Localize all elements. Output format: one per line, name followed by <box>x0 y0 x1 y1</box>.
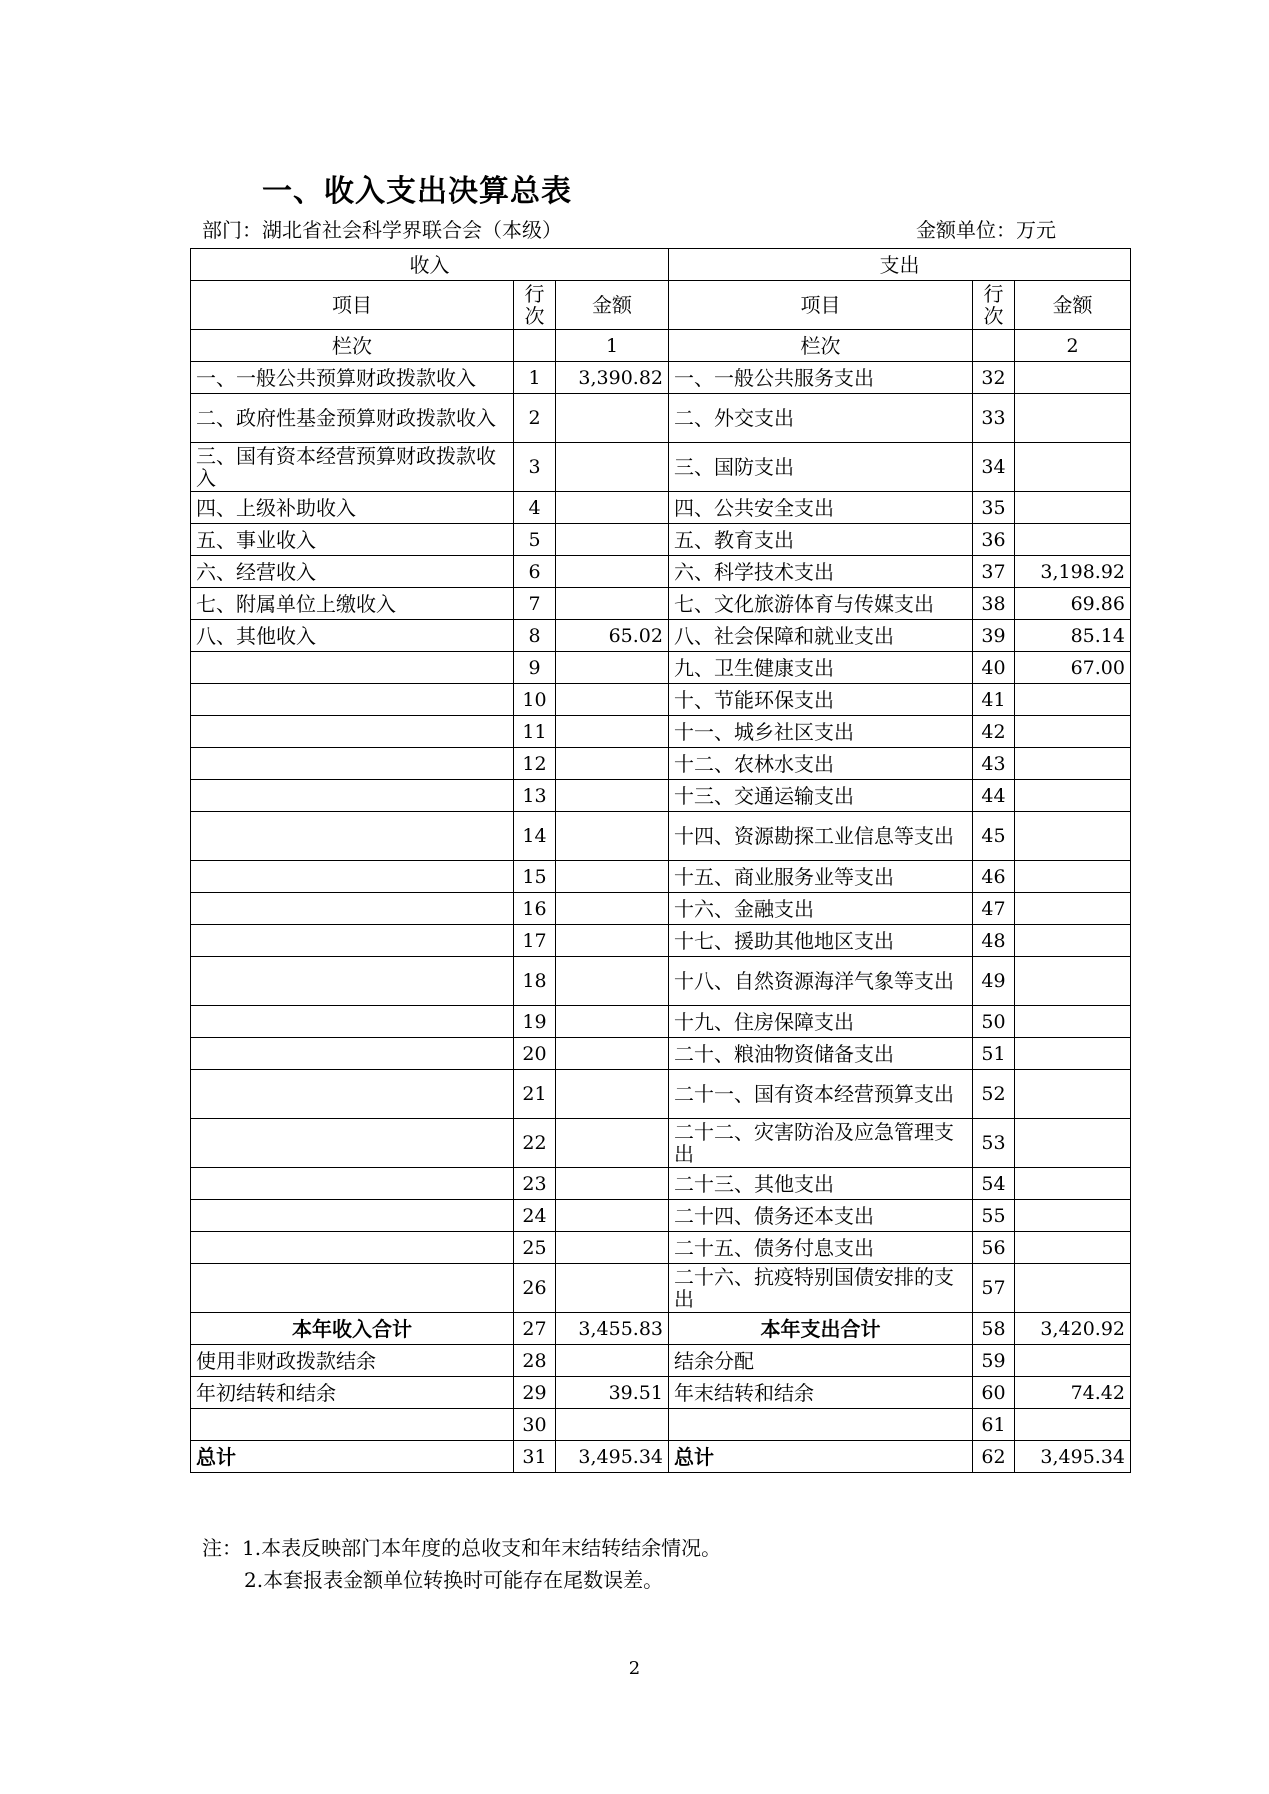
income-item <box>191 716 514 748</box>
table-row <box>191 748 1131 780</box>
table-row <box>191 588 1131 620</box>
income-row-no: 6 <box>514 556 556 588</box>
expense-item: 二十二、灾害防治及应急管理支出 <box>669 1119 973 1168</box>
table-row <box>191 362 1131 394</box>
income-row-no: 26 <box>514 1264 556 1313</box>
expense-amount: 3,495.34 <box>1015 1441 1131 1473</box>
expense-item: 总计 <box>669 1441 973 1473</box>
income-header: 收入 <box>191 249 669 281</box>
income-amount: 3,455.83 <box>556 1313 669 1345</box>
expense-item: 二十五、债务付息支出 <box>669 1232 973 1264</box>
table-row <box>191 1345 1131 1377</box>
expense-amount <box>1015 1409 1131 1441</box>
income-row-no: 3 <box>514 443 556 492</box>
income-amount <box>556 492 669 524</box>
income-amount <box>556 957 669 1006</box>
income-amount: 65.02 <box>556 620 669 652</box>
expense-item: 十、节能环保支出 <box>669 684 973 716</box>
expense-amount <box>1015 861 1131 893</box>
expense-amount: 69.86 <box>1015 588 1131 620</box>
income-row-no: 29 <box>514 1377 556 1409</box>
expense-item: 十二、农林水支出 <box>669 748 973 780</box>
empty-cell <box>514 330 556 362</box>
income-item: 七、附属单位上缴收入 <box>191 588 514 620</box>
income-amount <box>556 652 669 684</box>
expense-item: 二、外交支出 <box>669 394 973 443</box>
income-amount <box>556 1168 669 1200</box>
expense-item: 十七、援助其他地区支出 <box>669 925 973 957</box>
income-row-no: 11 <box>514 716 556 748</box>
expense-amount <box>1015 893 1131 925</box>
table-row <box>191 620 1131 652</box>
income-item <box>191 1232 514 1264</box>
table-row <box>191 1409 1131 1441</box>
income-row-no: 23 <box>514 1168 556 1200</box>
expense-amount <box>1015 492 1131 524</box>
note-1: 注：1.本表反映部门本年度的总收支和年末结转结余情况。 <box>202 1536 722 1560</box>
income-row-no: 18 <box>514 957 556 1006</box>
expense-item: 结余分配 <box>669 1345 973 1377</box>
expense-row-no: 38 <box>973 588 1015 620</box>
expense-row-no: 46 <box>973 861 1015 893</box>
table-row <box>191 1119 1131 1168</box>
income-item <box>191 748 514 780</box>
income-item <box>191 684 514 716</box>
expense-amount <box>1015 1070 1131 1119</box>
column-order-row <box>191 330 1131 362</box>
expense-item: 九、卫生健康支出 <box>669 652 973 684</box>
expense-amount <box>1015 1345 1131 1377</box>
income-amount <box>556 812 669 861</box>
income-item <box>191 1006 514 1038</box>
income-amount <box>556 1006 669 1038</box>
table-row <box>191 925 1131 957</box>
expense-row-no: 55 <box>973 1200 1015 1232</box>
expense-amount <box>1015 1119 1131 1168</box>
expense-amount <box>1015 1006 1131 1038</box>
expense-row-no: 59 <box>973 1345 1015 1377</box>
year-total-row <box>191 1313 1131 1345</box>
expense-item: 二十三、其他支出 <box>669 1168 973 1200</box>
income-item <box>191 812 514 861</box>
income-amount <box>556 1232 669 1264</box>
expense-amount <box>1015 716 1131 748</box>
expense-row-no: 60 <box>973 1377 1015 1409</box>
income-item <box>191 1409 514 1441</box>
income-item <box>191 925 514 957</box>
expense-item: 年末结转和结余 <box>669 1377 973 1409</box>
table-row <box>191 1200 1131 1232</box>
income-item: 四、上级补助收入 <box>191 492 514 524</box>
income-item <box>191 861 514 893</box>
expense-item: 七、文化旅游体育与传媒支出 <box>669 588 973 620</box>
header-column-row <box>191 281 1131 330</box>
income-item <box>191 1038 514 1070</box>
table-row <box>191 716 1131 748</box>
expense-item: 十一、城乡社区支出 <box>669 716 973 748</box>
expense-amount <box>1015 362 1131 394</box>
income-amount: 3,390.82 <box>556 362 669 394</box>
expense-item: 十九、住房保障支出 <box>669 1006 973 1038</box>
income-item <box>191 1264 514 1313</box>
expense-header: 支出 <box>669 249 1131 281</box>
expense-column-order: 栏次 <box>669 330 973 362</box>
expense-row-no: 49 <box>973 957 1015 1006</box>
income-row-no: 13 <box>514 780 556 812</box>
expense-item-header: 项目 <box>669 281 973 330</box>
expense-row-no: 37 <box>973 556 1015 588</box>
table-row <box>191 1038 1131 1070</box>
table-row <box>191 394 1131 443</box>
expense-amount <box>1015 1038 1131 1070</box>
income-amount <box>556 684 669 716</box>
expense-item: 一、一般公共服务支出 <box>669 362 973 394</box>
table-row <box>191 443 1131 492</box>
income-amount <box>556 1200 669 1232</box>
income-item: 六、经营收入 <box>191 556 514 588</box>
income-column-number: 1 <box>556 330 669 362</box>
expense-amount <box>1015 957 1131 1006</box>
income-row-no: 5 <box>514 524 556 556</box>
expense-row-no: 50 <box>973 1006 1015 1038</box>
income-item: 使用非财政拨款结余 <box>191 1345 514 1377</box>
expense-item: 二十一、国有资本经营预算支出 <box>669 1070 973 1119</box>
expense-row-no: 44 <box>973 780 1015 812</box>
expense-row-no: 43 <box>973 748 1015 780</box>
income-row-no: 19 <box>514 1006 556 1038</box>
income-amount <box>556 443 669 492</box>
table-row <box>191 893 1131 925</box>
expense-row-no: 52 <box>973 1070 1015 1119</box>
expense-row-no: 41 <box>973 684 1015 716</box>
income-amount <box>556 1038 669 1070</box>
income-row-no: 4 <box>514 492 556 524</box>
empty-cell <box>973 330 1015 362</box>
income-row-no: 28 <box>514 1345 556 1377</box>
expense-row-no: 56 <box>973 1232 1015 1264</box>
expense-row-no: 61 <box>973 1409 1015 1441</box>
income-row-no: 30 <box>514 1409 556 1441</box>
expense-item: 二十四、债务还本支出 <box>669 1200 973 1232</box>
income-item <box>191 893 514 925</box>
income-amount <box>556 1345 669 1377</box>
expense-amount <box>1015 1168 1131 1200</box>
expense-item: 四、公共安全支出 <box>669 492 973 524</box>
income-amount <box>556 716 669 748</box>
income-item: 总计 <box>191 1441 514 1473</box>
table-row <box>191 556 1131 588</box>
income-item <box>191 1070 514 1119</box>
income-item <box>191 957 514 1006</box>
expense-amount <box>1015 524 1131 556</box>
table-row <box>191 1168 1131 1200</box>
table-row <box>191 812 1131 861</box>
income-amount: 39.51 <box>556 1377 669 1409</box>
expense-amount: 3,420.92 <box>1015 1313 1131 1345</box>
page-number: 2 <box>628 1658 641 1679</box>
income-amount: 3,495.34 <box>556 1441 669 1473</box>
expense-amount: 67.00 <box>1015 652 1131 684</box>
income-amount <box>556 524 669 556</box>
header-section-row <box>191 249 1131 281</box>
income-row-no: 22 <box>514 1119 556 1168</box>
expense-item: 十四、资源勘探工业信息等支出 <box>669 812 973 861</box>
income-row-no: 25 <box>514 1232 556 1264</box>
income-amount-header: 金额 <box>556 281 669 330</box>
expense-item <box>669 1409 973 1441</box>
table-row <box>191 1264 1131 1313</box>
expense-amount <box>1015 684 1131 716</box>
table-row <box>191 1377 1131 1409</box>
table-row <box>191 780 1131 812</box>
expense-row-no: 35 <box>973 492 1015 524</box>
expense-amount <box>1015 1264 1131 1313</box>
expense-amount: 74.42 <box>1015 1377 1131 1409</box>
page-title: 一、收入支出决算总表 <box>262 174 572 209</box>
expense-amount: 3,198.92 <box>1015 556 1131 588</box>
expense-row-no: 58 <box>973 1313 1015 1345</box>
income-row-no: 17 <box>514 925 556 957</box>
income-row-no: 15 <box>514 861 556 893</box>
income-row-no: 10 <box>514 684 556 716</box>
expense-item: 二十、粮油物资储备支出 <box>669 1038 973 1070</box>
expense-row-no: 34 <box>973 443 1015 492</box>
income-amount <box>556 1119 669 1168</box>
expense-item: 五、教育支出 <box>669 524 973 556</box>
income-item <box>191 1168 514 1200</box>
expense-amount <box>1015 780 1131 812</box>
income-row-no: 7 <box>514 588 556 620</box>
income-row-no: 8 <box>514 620 556 652</box>
expense-amount-header: 金额 <box>1015 281 1131 330</box>
expense-amount <box>1015 1200 1131 1232</box>
expense-row-no: 33 <box>973 394 1015 443</box>
expense-amount: 85.14 <box>1015 620 1131 652</box>
income-amount <box>556 925 669 957</box>
income-amount <box>556 556 669 588</box>
table-row <box>191 652 1131 684</box>
expense-row-no: 62 <box>973 1441 1015 1473</box>
expense-item: 六、科学技术支出 <box>669 556 973 588</box>
table-row <box>191 524 1131 556</box>
table-row <box>191 684 1131 716</box>
income-item: 一、一般公共预算财政拨款收入 <box>191 362 514 394</box>
expense-amount <box>1015 748 1131 780</box>
income-item: 年初结转和结余 <box>191 1377 514 1409</box>
expense-item: 十六、金融支出 <box>669 893 973 925</box>
grand-total-row <box>191 1441 1131 1473</box>
expense-amount <box>1015 812 1131 861</box>
income-amount <box>556 1070 669 1119</box>
income-row-no: 20 <box>514 1038 556 1070</box>
income-expense-table <box>190 248 1131 1473</box>
income-item <box>191 1119 514 1168</box>
income-row-no: 27 <box>514 1313 556 1345</box>
income-amount <box>556 748 669 780</box>
income-row-no: 16 <box>514 893 556 925</box>
income-row-no: 2 <box>514 394 556 443</box>
table-body <box>191 249 1131 1473</box>
expense-row-no: 32 <box>973 362 1015 394</box>
department-label: 部门：湖北省社会科学界联合会（本级） <box>202 218 562 242</box>
expense-row-no: 53 <box>973 1119 1015 1168</box>
expense-row-no: 51 <box>973 1038 1015 1070</box>
expense-row-no-header: 行次 <box>973 281 1015 330</box>
income-item: 五、事业收入 <box>191 524 514 556</box>
expense-row-no: 47 <box>973 893 1015 925</box>
table-row <box>191 1232 1131 1264</box>
expense-item: 十八、自然资源海洋气象等支出 <box>669 957 973 1006</box>
income-amount <box>556 861 669 893</box>
amount-unit-label: 金额单位：万元 <box>916 218 1056 242</box>
table-row <box>191 957 1131 1006</box>
expense-item: 三、国防支出 <box>669 443 973 492</box>
expense-item: 八、社会保障和就业支出 <box>669 620 973 652</box>
expense-item: 本年支出合计 <box>669 1313 973 1345</box>
income-item <box>191 780 514 812</box>
income-row-no: 31 <box>514 1441 556 1473</box>
income-item: 本年收入合计 <box>191 1313 514 1345</box>
expense-row-no: 45 <box>973 812 1015 861</box>
expense-item: 十三、交通运输支出 <box>669 780 973 812</box>
expense-item: 十五、商业服务业等支出 <box>669 861 973 893</box>
income-amount <box>556 1264 669 1313</box>
income-row-no: 9 <box>514 652 556 684</box>
table-row <box>191 861 1131 893</box>
income-item: 二、政府性基金预算财政拨款收入 <box>191 394 514 443</box>
expense-row-no: 57 <box>973 1264 1015 1313</box>
income-item <box>191 652 514 684</box>
table-row <box>191 1006 1131 1038</box>
expense-amount <box>1015 925 1131 957</box>
expense-row-no: 40 <box>973 652 1015 684</box>
expense-row-no: 48 <box>973 925 1015 957</box>
income-item: 八、其他收入 <box>191 620 514 652</box>
note-2: 2.本套报表金额单位转换时可能存在尾数误差。 <box>244 1568 664 1592</box>
table-row <box>191 492 1131 524</box>
expense-amount <box>1015 1232 1131 1264</box>
expense-amount <box>1015 443 1131 492</box>
expense-column-number: 2 <box>1015 330 1131 362</box>
expense-item: 二十六、抗疫特别国债安排的支出 <box>669 1264 973 1313</box>
expense-row-no: 54 <box>973 1168 1015 1200</box>
income-row-no: 21 <box>514 1070 556 1119</box>
income-item <box>191 1200 514 1232</box>
expense-row-no: 39 <box>973 620 1015 652</box>
expense-row-no: 42 <box>973 716 1015 748</box>
income-amount <box>556 1409 669 1441</box>
expense-row-no: 36 <box>973 524 1015 556</box>
table-row <box>191 1070 1131 1119</box>
income-amount <box>556 588 669 620</box>
income-amount <box>556 893 669 925</box>
income-amount <box>556 394 669 443</box>
income-amount <box>556 780 669 812</box>
expense-amount <box>1015 394 1131 443</box>
income-column-order: 栏次 <box>191 330 514 362</box>
income-row-no: 12 <box>514 748 556 780</box>
income-row-no-header: 行次 <box>514 281 556 330</box>
income-row-no: 1 <box>514 362 556 394</box>
income-row-no: 24 <box>514 1200 556 1232</box>
income-row-no: 14 <box>514 812 556 861</box>
income-item: 三、国有资本经营预算财政拨款收入 <box>191 443 514 492</box>
income-item-header: 项目 <box>191 281 514 330</box>
